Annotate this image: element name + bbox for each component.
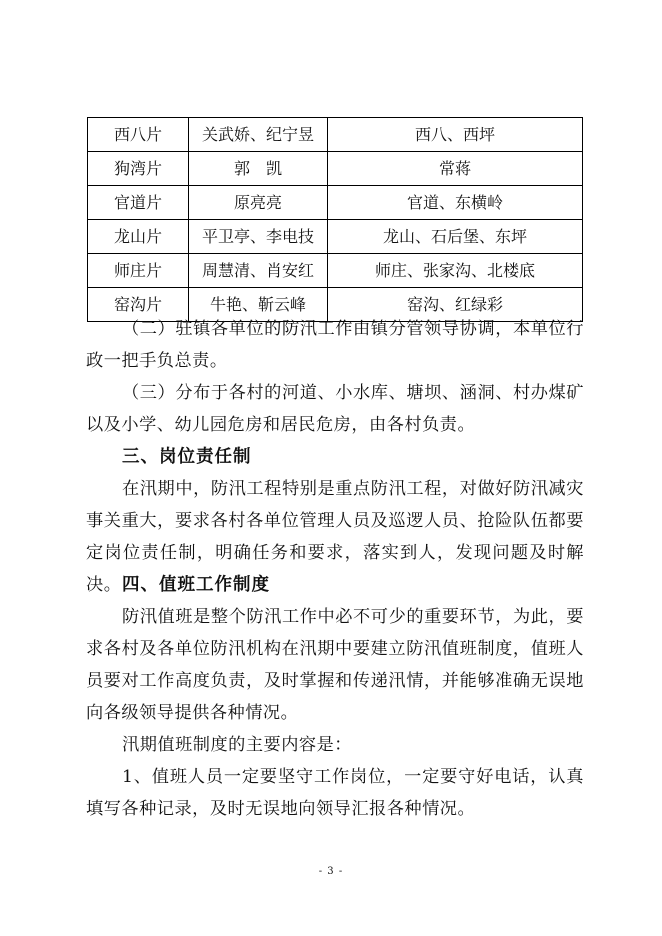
villages-cell: 师庄、张家沟、北楼底 — [328, 254, 583, 288]
area-cell: 窑沟片 — [88, 288, 189, 322]
area-cell: 师庄片 — [88, 254, 189, 288]
paragraph-duty-system: 防汛值班是整个防汛工作中必不可少的重要环节，为此，要求各村及各单位防汛机构在汛期中要建立防汛值班制度，值班人员要对工作高度负责，及时掌握和传递汛情，并能够准确无误地向各级领导提供各种情况。 — [86, 607, 584, 723]
table-row — [88, 220, 583, 254]
leaders-cell: 平卫亭、李电技 — [189, 220, 328, 254]
table-row — [88, 118, 583, 152]
leaders-cell: 关武娇、纪宁昱 — [189, 118, 328, 152]
area-cell: 龙山片 — [88, 220, 189, 254]
leaders-cell: 原亮亮 — [189, 186, 328, 220]
area-cell: 狗湾片 — [88, 152, 189, 186]
villages-cell: 龙山、石后堡、东坪 — [328, 220, 583, 254]
table-row — [88, 152, 583, 186]
leaders-cell: 牛艳、靳云峰 — [189, 288, 328, 322]
area-assignment-table — [87, 117, 583, 322]
villages-cell: 常蒋 — [328, 152, 583, 186]
table-row — [88, 186, 583, 220]
paragraph-post-responsibility: 在汛期中，防汛工程特别是重点防汛工程，对做好防汛减灾事关重大，要求各村各单位管理人员及巡逻人员、抢险队伍都要定岗位责任制，明确任务和要求，落实到人，发现问题及时解决。 — [86, 479, 584, 595]
paragraph-item-1: 1、值班人员一定要坚守工作岗位，一定要守好电话，认真填写各种记录，及时无误地向领导汇报各种情况。 — [86, 767, 584, 819]
area-cell: 官道片 — [88, 186, 189, 220]
section-heading-duty-system: 四、值班工作制度 — [122, 575, 270, 595]
villages-cell: 官道、东横岭 — [328, 186, 583, 220]
section-heading-post-responsibility: 三、岗位责任制 — [122, 447, 252, 467]
paragraph-village-responsibility: （三）分布于各村的河道、小水库、塘坝、涵洞、村办煤矿以及小学、幼儿园危房和居民危房，由各村负责。 — [86, 383, 584, 435]
table-body — [88, 118, 583, 322]
area-cell: 西八片 — [88, 118, 189, 152]
leaders-cell: 郭 凯 — [189, 152, 328, 186]
page-number: - 3 - — [318, 866, 344, 877]
leaders-cell: 周慧清、肖安红 — [189, 254, 328, 288]
villages-cell: 西八、西坪 — [328, 118, 583, 152]
paragraph-unit-responsibility: （二）驻镇各单位的防汛工作由镇分管领导协调，本单位行政一把手负总责。 — [86, 319, 584, 371]
paragraph-main-content: 汛期值班制度的主要内容是： — [122, 735, 352, 755]
villages-cell: 窑沟、红绿彩 — [328, 288, 583, 322]
table-row — [88, 254, 583, 288]
